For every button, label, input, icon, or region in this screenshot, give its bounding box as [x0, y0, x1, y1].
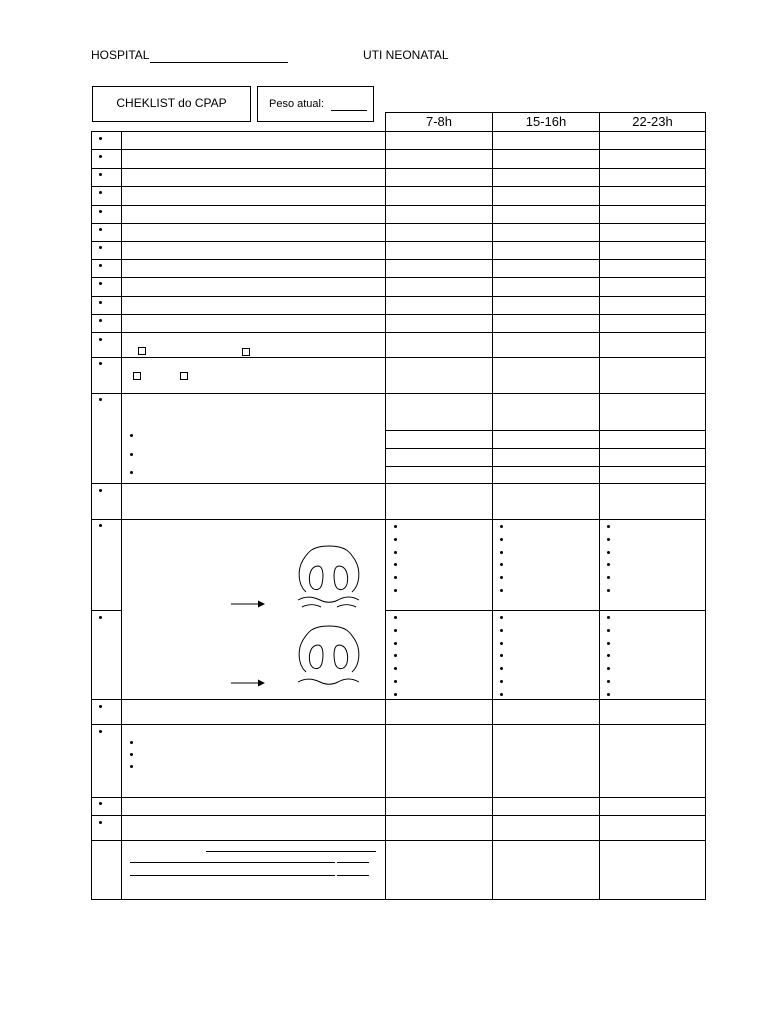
row-bullet	[99, 705, 102, 708]
shift-bullet	[607, 576, 610, 579]
shift-bullet	[607, 642, 610, 645]
option-checkbox[interactable]	[138, 347, 146, 355]
shift-bullet	[394, 576, 397, 579]
row-bullet	[99, 301, 102, 304]
shift-bullet	[607, 538, 610, 541]
row-bullet	[99, 524, 102, 527]
sub-bullet	[130, 741, 133, 744]
row-bullet	[99, 246, 102, 249]
row-bullet	[99, 802, 102, 805]
shift-bullet	[500, 654, 503, 657]
shift-bullet	[394, 629, 397, 632]
shift-bullet	[607, 680, 610, 683]
shift-bullet	[500, 525, 503, 528]
row-bullet	[99, 616, 102, 619]
shift-bullet	[500, 576, 503, 579]
sub-bullet	[130, 453, 133, 456]
shift-bullet	[500, 616, 503, 619]
shift-header-3: 22-23h	[632, 114, 673, 129]
sub-bullet	[130, 434, 133, 437]
sub-bullet	[130, 471, 133, 474]
shift-bullet	[607, 654, 610, 657]
sub-bullet	[130, 753, 133, 756]
shift-bullet	[500, 693, 503, 696]
shift-bullet	[394, 667, 397, 670]
shift-bullet	[607, 693, 610, 696]
shift-bullet	[500, 680, 503, 683]
unit-label: UTI NEONATAL	[363, 48, 449, 62]
row-bullet	[99, 282, 102, 285]
shift-bullet	[394, 551, 397, 554]
shift-bullet	[607, 563, 610, 566]
shift-bullet	[394, 589, 397, 592]
shift-bullet	[394, 693, 397, 696]
row-bullet	[99, 362, 102, 365]
row-bullet	[99, 137, 102, 140]
weight-label: Peso atual:	[269, 98, 325, 110]
row-bullet	[99, 338, 102, 341]
shift-bullet	[607, 589, 610, 592]
row-bullet	[99, 489, 102, 492]
row-bullet	[99, 398, 102, 401]
row-bullet	[99, 264, 102, 267]
shift-bullet	[394, 642, 397, 645]
nose-diagram-2	[298, 626, 359, 684]
checklist-title: CHEKLIST do CPAP	[116, 96, 227, 110]
shift-bullet	[607, 667, 610, 670]
shift-bullet	[394, 680, 397, 683]
nose-diagram-1	[298, 546, 359, 607]
shift-header-2: 15-16h	[525, 114, 567, 129]
shift-bullet	[500, 589, 503, 592]
shift-bullet	[394, 616, 397, 619]
shift-bullet	[394, 538, 397, 541]
shift-bullet	[394, 654, 397, 657]
shift-bullet	[500, 563, 503, 566]
option-checkbox[interactable]	[180, 372, 188, 380]
shift-bullet	[500, 642, 503, 645]
shift-header-1: 7-8h	[425, 114, 453, 129]
shift-bullet	[607, 629, 610, 632]
row-bullet	[99, 319, 102, 322]
hospital-label: HOSPITAL	[91, 48, 150, 62]
row-bullet	[99, 730, 102, 733]
row-bullet	[99, 210, 102, 213]
option-checkbox[interactable]	[133, 372, 141, 380]
row-bullet	[99, 155, 102, 158]
shift-bullet	[500, 538, 503, 541]
shift-bullet	[607, 525, 610, 528]
row-bullet	[99, 228, 102, 231]
shift-bullet	[500, 629, 503, 632]
shift-bullet	[394, 525, 397, 528]
shift-bullet	[500, 551, 503, 554]
row-bullet	[99, 191, 102, 194]
shift-bullet	[394, 563, 397, 566]
shift-bullet	[607, 551, 610, 554]
option-checkbox[interactable]	[242, 348, 250, 356]
sub-bullet	[130, 765, 133, 768]
shift-bullet	[500, 667, 503, 670]
row-bullet	[99, 821, 102, 824]
shift-bullet	[607, 616, 610, 619]
row-bullet	[99, 173, 102, 176]
